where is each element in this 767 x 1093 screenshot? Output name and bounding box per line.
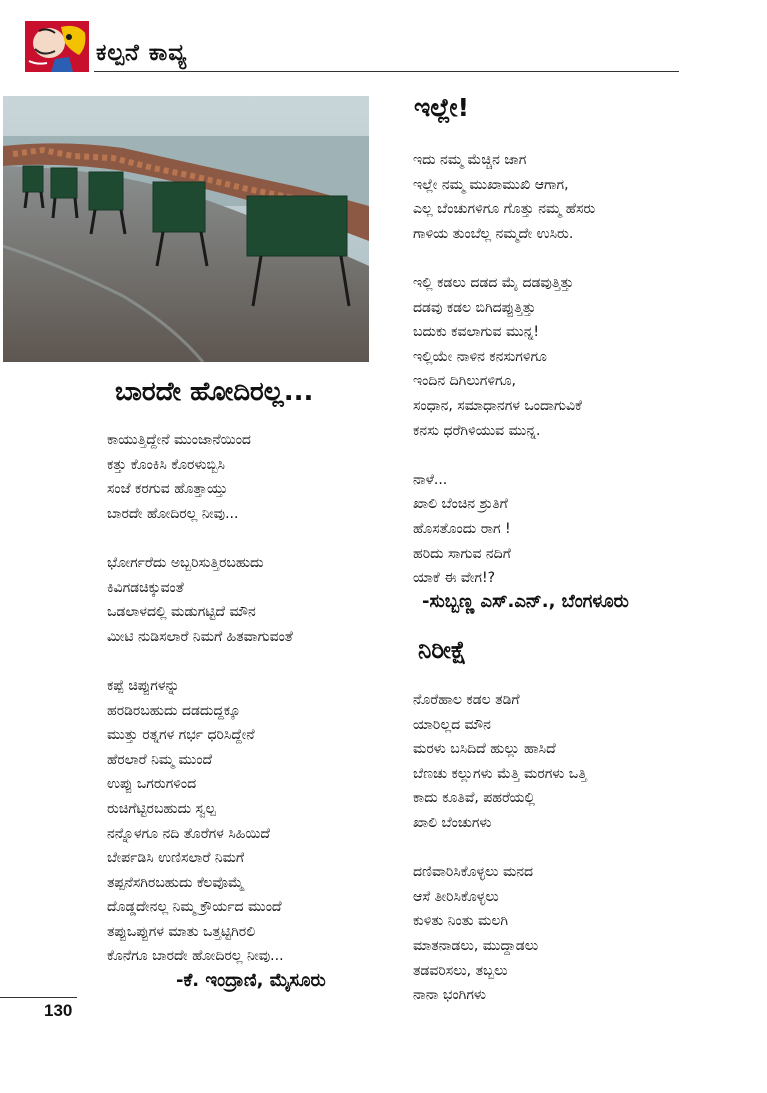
poem-line: ಕನಸು ಧರೆಗಿಳಿಯುವ ಮುನ್ನ. (413, 422, 541, 439)
poem-line: ತಪ್ಪನೆಸಗಿರಬಹುದು ಕೆಲವೊಮ್ಮೆ (107, 874, 244, 891)
poem-line: ಇದು ನಮ್ಮ ಮೆಚ್ಚಿನ ಜಾಗ (413, 152, 527, 168)
photo-illustration (3, 96, 369, 362)
stanza-break (107, 649, 293, 674)
poem-body-ille (413, 148, 595, 591)
poem-line: ಇಲ್ಲಿ ಕಡಲು ದಡದ ಮೈ ದಡವುತ್ತಿತ್ತು (413, 274, 574, 291)
poem-line: ಕಾಯುತ್ತಿದ್ದೇನೆ ಮುಂಜಾನೆಯಿಂದ (107, 432, 251, 448)
page-number: 130 (44, 1001, 73, 1020)
poem-line: ತಡವರಿಸಲು, ತಬ್ಬಲು (413, 962, 508, 979)
poem-line: ಆಸೆ ತೀರಿಸಿಕೊಳ್ಳಲು (413, 888, 499, 905)
poem-line: ಗಾಳಿಯ ತುಂಬೆಲ್ಲ ನಮ್ಮದೇ ಉಸಿರು. (413, 225, 574, 242)
poem-body-nireekshe (413, 688, 587, 1008)
poem-line: ಸಂಧಾನ, ಸಮಾಧಾನಗಳ ಒಂದಾಗುವಿಕೆ (413, 397, 582, 414)
poem-line: ಇಲ್ಲೇ ನಮ್ಮ ಮುಖಾಮುಖಿ ಆಗಾಗ, (413, 176, 569, 193)
poem-credit-baarade: -ಕೆ. ಇಂದ್ರಾಣಿ, ಮೈಸೂರು (176, 970, 326, 991)
poem-line: ಕತ್ತು ಕೊಂಕಿಸಿ ಕೊರಳುಬ್ಬಿಸಿ (107, 456, 225, 473)
poem-line: ರುಚಿಗೆಟ್ಟಿರಬಹುದು ಸ್ವಲ್ಪ (107, 800, 216, 817)
poem-line: ತಪ್ಪುಒಪ್ಪುಗಳ ಮಾತು ಒತ್ತಟ್ಟಿಗಿರಲಿ (107, 923, 256, 940)
poem-line: ಯಾಕೆ ಈ ವೇಗ!? (413, 570, 496, 587)
stanza-break (413, 246, 595, 271)
poem-line: ಮುತ್ತು ರತ್ನಗಳ ಗರ್ಭ ಧರಿಸಿದ್ದೇನೆ (107, 727, 255, 744)
poem-line: ಹೊಸತೊಂದು ರಾಗ ! (413, 520, 511, 537)
poem-line: ಯಾರಿಲ್ಲದ ಮೌನ (413, 716, 491, 733)
poem-line: ಕುಳಿತು ನಿಂತು ಮಲಗಿ (413, 913, 509, 930)
poem-line: ಒಡಲಾಳದಲ್ಲಿ ಮಡುಗಟ್ಟಿದೆ ಮೌನ (107, 604, 256, 621)
footer-divider (0, 997, 77, 998)
mask-logo-icon (25, 21, 89, 72)
section-title: ಕಲ್ಪನೆ ಕಾವ್ಯ (96, 40, 188, 66)
poem-line: ಖಾಲಿ ಬೆಂಚುಗಳು (413, 814, 492, 831)
poem-title-nireekshe: ನಿರೀಕ್ಷೆ (418, 636, 467, 664)
poem-line: ಉಪ್ಪು ಒಗರುಗಳಿಂದ (107, 776, 197, 793)
poem-line: ಖಾಲಿ ಬೆಂಚಿನ ಶ್ರುತಿಗೆ (413, 496, 508, 513)
poem-line: ಬೇರ್ಪಡಿಸಿ ಉಣಿಸಲಾರೆ ನಿಮಗೆ (107, 850, 245, 867)
logo-artwork (25, 21, 89, 72)
poem-line: ಇಂದಿನ ದಿಗಿಲುಗಳಿಗೂ, (413, 373, 516, 390)
poem-line: ನಾನಾ ಭಂಗಿಗಳು (413, 987, 486, 1004)
stanza-break (413, 443, 595, 468)
poem-line: ಮೀಟಿ ನುಡಿಸಲಾರೆ ನಿಮಗೆ ಹಿತವಾಗುವಂತೆ (107, 628, 293, 645)
stanza-break (413, 836, 587, 861)
poem-body-baarade (107, 428, 293, 969)
poem-line: ನನ್ನೊಳಗೂ ನದಿ ತೊರೆಗಳ ಸಿಹಿಯಿದೆ (107, 825, 270, 842)
poem-line: ಕೊನೆಗೂ ಬಾರದೇ ಹೋದಿರಲ್ಲ ನೀವು... (107, 948, 284, 965)
header-divider (94, 71, 679, 72)
poem-line: ನಾಳೆ... (413, 471, 448, 488)
poem-line: ಇಲ್ಲಿಯೇ ನಾಳಿನ ಕನಸುಗಳಿಗೂ (413, 348, 547, 365)
poem-line: ಕಪ್ಪೆ ಚಿಪ್ಪುಗಳನ್ನು (107, 677, 180, 694)
poem-line: ಹರಿದು ಸಾಗುವ ನದಿಗೆ (413, 545, 511, 562)
poem-line: ಕಿವಿಗಡಚಿಕ್ಕುವಂತೆ (107, 579, 184, 596)
poem-line: ಕಾದು ಕೂತಿವೆ, ಪಹರೆಯಲ್ಲಿ (413, 790, 536, 807)
poem-line: ದೊಡ್ಡದೇನಲ್ಲ ನಿಮ್ಮ ಕ್ರೌರ್ಯದ ಮುಂದೆ (107, 899, 282, 916)
poem-title-ille: ಇಲ್ಲೇ! (414, 93, 470, 122)
poem-line: ದಣಿವಾರಿಸಿಕೊಳ್ಳಲು ಮನದ (413, 864, 534, 881)
stanza-break (107, 526, 293, 551)
poem-line: ಭೋರ್ಗರೆದು ಅಬ್ಬರಿಸುತ್ತಿರಬಹುದು (107, 554, 264, 571)
poem-line: ಬದುಕು ಕವಲಾಗುವ ಮುನ್ನ! (413, 324, 539, 341)
poem-line: ಮಾತನಾಡಲು, ಮುದ್ದಾಡಲು (413, 937, 539, 954)
poem-line: ಹರಡಿರಬಹುದು ದಡದುದ್ದಕ್ಕೂ (107, 702, 241, 719)
poem-line: ಎಲ್ಲ ಬೆಂಚುಗಳಿಗೂ ಗೊತ್ತು ನಮ್ಮ ಹೆಸರು (413, 201, 596, 218)
poem-line: ದಡವು ಕಡಲ ಬಿಗಿದಪ್ಪುತ್ತಿತ್ತು (413, 299, 536, 316)
poem-line: ಬಾರದೇ ಹೋದಿರಲ್ಲ ನೀವು... (107, 505, 239, 522)
poem-line: ಸಂಜೆ ಕರಗುವ ಹೊತ್ತಾಯ್ತು (107, 481, 228, 498)
poem-credit-ille: -ಸುಬ್ಬಣ್ಣ ಎಸ್.ಎನ್., ಬೆಂಗಳೂರು (422, 591, 629, 612)
poem-line: ಮರಳು ಬಸಿದಿದೆ ಹುಲ್ಲು ಹಾಸಿದೆ (413, 741, 556, 758)
poem-line: ನೊರೆಹಾಲ ಕಡಲ ತಡಿಗೆ (413, 692, 520, 708)
seaside-benches-photo (3, 96, 369, 362)
poem-title-baarade: ಬಾರದೇ ಹೋದಿರಲ್ಲ... (115, 377, 314, 407)
poem-line: ಹೆರಲಾರೆ ನಿಮ್ಮ ಮುಂದೆ (107, 751, 213, 768)
poem-line: ಬೆಣಚು ಕಲ್ಲುಗಳು ಮೆತ್ತಿ ಮರಗಳು ಒತ್ತಿ (413, 765, 587, 782)
